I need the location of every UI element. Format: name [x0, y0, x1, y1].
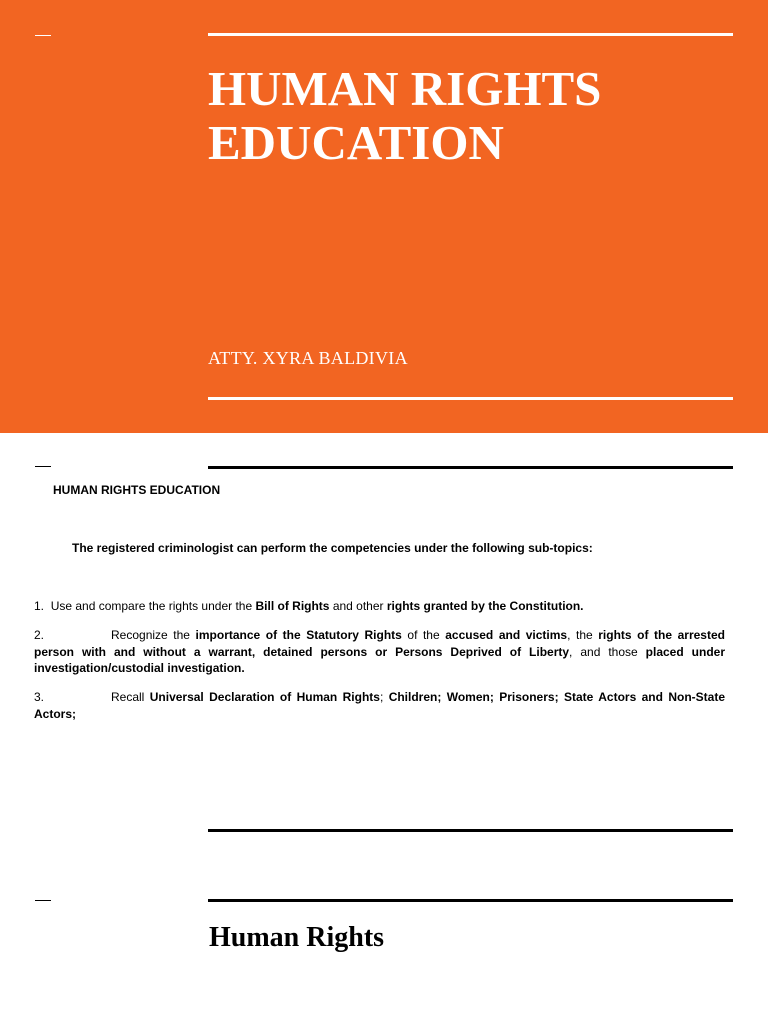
item-text-bold: rights granted by the Constitution.: [386, 599, 584, 613]
list-item: [34, 627, 725, 677]
intro-text: The registered criminologist can perform the competencies under the following sub-topics:: [72, 541, 593, 555]
bottom-rule: [208, 397, 733, 400]
slide-dash-mark: [35, 466, 51, 467]
slide-heading: HUMAN RIGHTS EDUCATION: [53, 483, 221, 497]
slide-dash-mark: [35, 900, 51, 901]
list-number: 2.: [34, 628, 45, 642]
top-rule: [208, 899, 733, 902]
title-line-1: HUMAN RIGHTS: [208, 61, 602, 116]
item-text-bold: rights of the arrested person with and without a warrant, detained persons or Persons Deprived of Liberty: [34, 628, 725, 659]
competencies-slide: [0, 433, 768, 863]
bottom-rule: [208, 829, 733, 832]
list-number: 3.: [34, 690, 45, 704]
slide-title: Human Rights: [209, 922, 385, 953]
item-text: Use and compare the rights under the: [50, 599, 256, 613]
list-item: [34, 689, 725, 722]
human-rights-slide: [0, 863, 768, 1024]
top-rule: [208, 33, 733, 36]
top-rule: [208, 466, 733, 469]
item-text: ;: [379, 690, 389, 704]
slide-title: [208, 62, 748, 170]
item-text-bold: placed under investigation/custodial investigation.: [34, 644, 725, 675]
item-text: Recognize the: [111, 628, 196, 642]
list-number: 1.: [34, 599, 45, 613]
item-text-bold: accused and victims: [445, 628, 568, 642]
item-text-bold: Children; Women; Prisoners; State Actors and Non-State Actors;: [34, 690, 726, 721]
title-line-2: EDUCATION: [208, 115, 504, 170]
slide-dash-mark: [35, 35, 51, 36]
presenter-name: ATTY. XYRA BALDIVIA: [208, 348, 408, 368]
item-text: Recall: [111, 690, 150, 704]
item-text-bold: Universal Declaration of Human Rights: [149, 690, 380, 704]
item-text-bold: importance of the Statutory Rights: [195, 628, 402, 642]
item-text: , the: [567, 628, 599, 642]
list-item: [34, 598, 725, 615]
title-slide: [0, 0, 768, 433]
item-text: , and those: [569, 644, 646, 659]
item-text-bold: Bill of Rights: [255, 599, 330, 613]
item-text: and other: [329, 599, 387, 613]
item-text: of the: [401, 628, 446, 642]
